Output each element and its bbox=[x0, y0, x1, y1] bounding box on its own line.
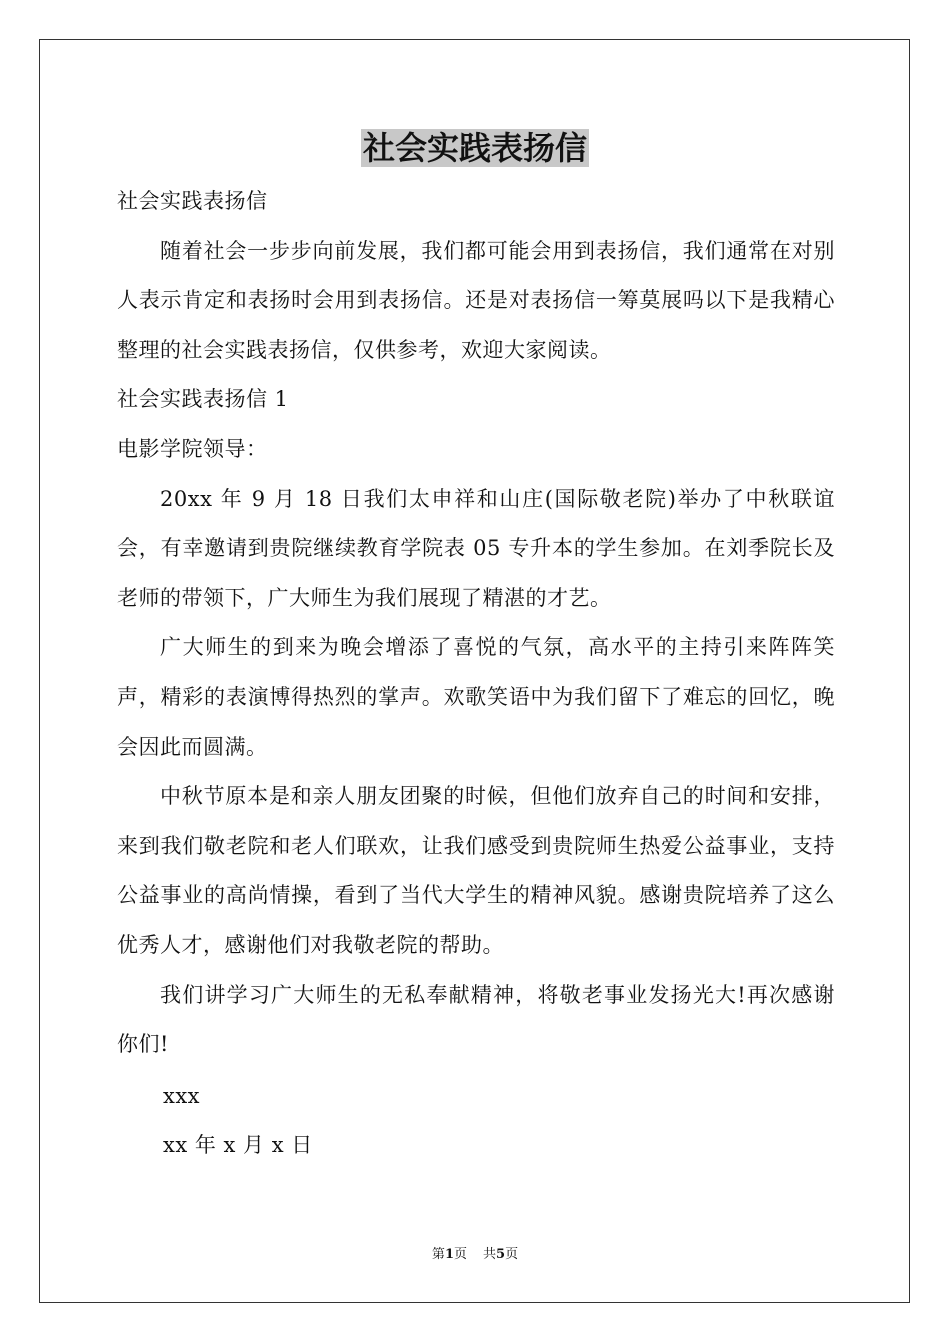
total-unit: 页 bbox=[505, 1247, 519, 1262]
body-paragraph: 广大师生的到来为晚会增添了喜悦的气氛，高水平的主持引来阵阵笑声，精彩的表演博得热烈的掌声。欢歌笑语中为我们留下了难忘的回忆，晚会因此而圆满。 bbox=[117, 635, 835, 759]
salutation: 电影学院领导： bbox=[117, 436, 268, 461]
page-footer bbox=[0, 1246, 950, 1264]
section-heading: 社会实践表扬信 1 bbox=[117, 387, 289, 412]
document-title bbox=[0, 126, 950, 170]
current-page-number: 1 bbox=[444, 1247, 454, 1262]
closing-paragraph: 我们讲学习广大师生的无私奉献精神，将敬老事业发扬光大!再次感谢你们! bbox=[117, 982, 835, 1057]
intro-paragraph: 随着社会一步步向前发展，我们都可能会用到表扬信，我们通常在对别人表示肯定和表扬时会用到表扬信。还是对表扬信一筹莫展吗以下是我精心整理的社会实践表扬信，仅供参考，欢迎大家阅读。 bbox=[117, 238, 835, 362]
total-pages-number: 5 bbox=[496, 1247, 506, 1262]
body-paragraph: 中秋节原本是和亲人朋友团聚的时候，但他们放弃自己的时间和安排，来到我们敬老院和老人们联欢，让我们感受到贵院师生热爱公益事业，支持公益事业的高尚情操，看到了当代大学生的精神风貌。感谢贵院培养了这么优秀人才，感谢他们对我敬老院的帮助。 bbox=[117, 784, 835, 957]
subtitle-paragraph: 社会实践表扬信 bbox=[117, 189, 268, 213]
document-title-text: 社会实践表扬信 bbox=[362, 129, 587, 167]
total-prefix: 共 bbox=[483, 1247, 497, 1262]
page-unit: 页 bbox=[453, 1247, 467, 1262]
page-prefix: 第 bbox=[431, 1247, 445, 1262]
body-paragraph: 20xx 年 9 月 18 日我们太申祥和山庄(国际敬老院)举办了中秋联谊会，有幸邀请到贵院继续教育学院表 05 专升本的学生参加。在刘季院长及老师的带领下，广大师生为我们展现了精湛的才艺。 bbox=[117, 486, 835, 610]
document-body bbox=[117, 177, 835, 1171]
signature-date: xx 年 x 月 x 日 bbox=[163, 1133, 313, 1158]
signature-name: xxx bbox=[163, 1083, 201, 1108]
